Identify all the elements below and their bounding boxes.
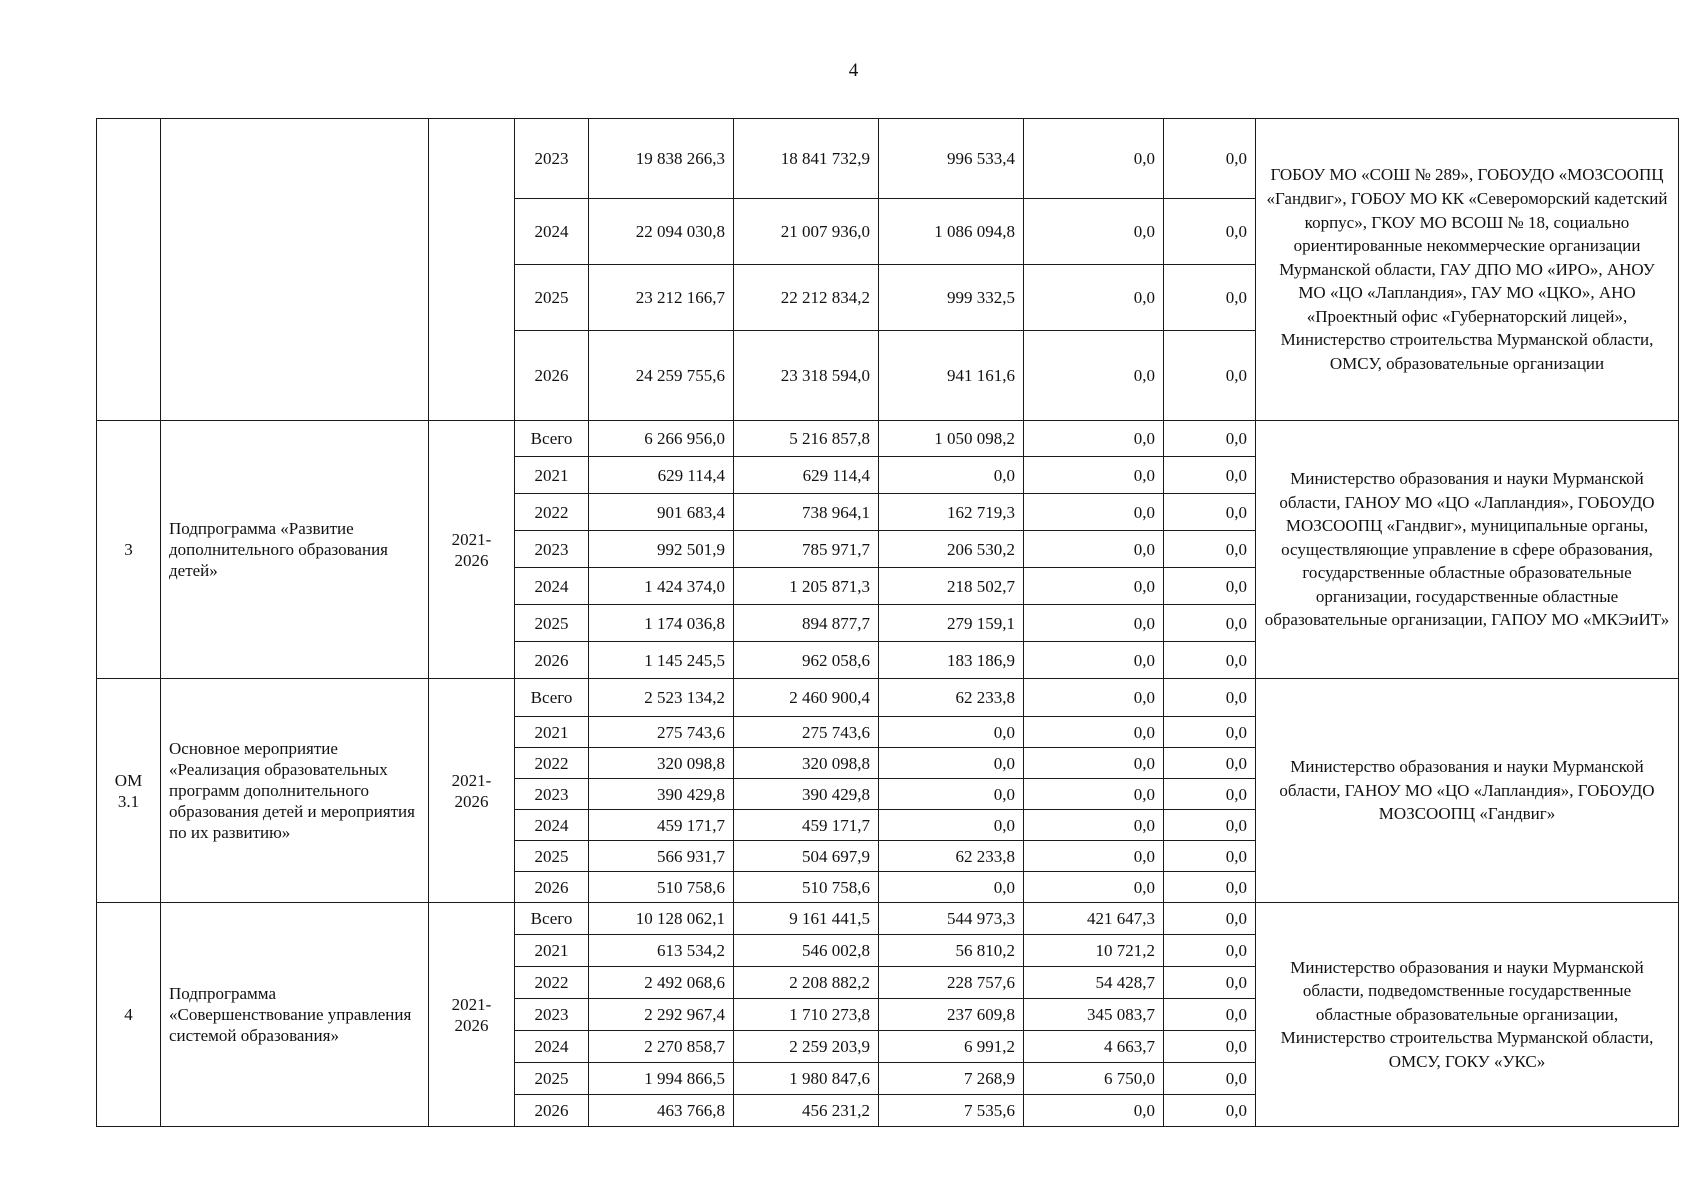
- cell-federal: 6 991,2: [879, 1031, 1024, 1063]
- cell-num: ОМ 3.1: [97, 679, 161, 903]
- cell-total: 24 259 755,6: [589, 331, 734, 421]
- cell-local: 6 750,0: [1024, 1063, 1164, 1095]
- cell-local: 0,0: [1024, 642, 1164, 679]
- cell-local: 0,0: [1024, 568, 1164, 605]
- cell-local: 0,0: [1024, 748, 1164, 779]
- cell-year: 2025: [515, 841, 589, 872]
- cell-other: 0,0: [1164, 1031, 1256, 1063]
- cell-regional: 2 208 882,2: [734, 967, 879, 999]
- cell-regional: 962 058,6: [734, 642, 879, 679]
- cell-total: 992 501,9: [589, 531, 734, 568]
- cell-federal: 1 086 094,8: [879, 199, 1024, 265]
- cell-total: 1 994 866,5: [589, 1063, 734, 1095]
- cell-federal: 0,0: [879, 457, 1024, 494]
- cell-regional: 18 841 732,9: [734, 119, 879, 199]
- cell-federal: 996 533,4: [879, 119, 1024, 199]
- funding-table: [96, 118, 1679, 1127]
- cell-executors: Министерство образования и науки Мурманской области, ГАНОУ МО «ЦО «Лапландия», ГОБОУДО МОЗСООПЦ «Гандвиг»: [1256, 679, 1679, 903]
- cell-name: [161, 119, 429, 421]
- cell-regional: 1 980 847,6: [734, 1063, 879, 1095]
- cell-other: 0,0: [1164, 841, 1256, 872]
- cell-total: 1 174 036,8: [589, 605, 734, 642]
- cell-year: 2024: [515, 1031, 589, 1063]
- cell-local: 0,0: [1024, 872, 1164, 903]
- cell-year: 2022: [515, 967, 589, 999]
- cell-regional: 390 429,8: [734, 779, 879, 810]
- cell-num: 3: [97, 421, 161, 679]
- cell-federal: 237 609,8: [879, 999, 1024, 1031]
- cell-regional: 546 002,8: [734, 935, 879, 967]
- cell-other: 0,0: [1164, 810, 1256, 841]
- cell-other: 0,0: [1164, 1063, 1256, 1095]
- cell-total: 275 743,6: [589, 717, 734, 748]
- cell-regional: 510 758,6: [734, 872, 879, 903]
- cell-year: 2024: [515, 568, 589, 605]
- cell-other: 0,0: [1164, 605, 1256, 642]
- cell-total: 320 098,8: [589, 748, 734, 779]
- cell-other: 0,0: [1164, 935, 1256, 967]
- cell-year: Всего: [515, 679, 589, 717]
- cell-other: 0,0: [1164, 779, 1256, 810]
- cell-total: 1 145 245,5: [589, 642, 734, 679]
- cell-other: 0,0: [1164, 967, 1256, 999]
- cell-local: 0,0: [1024, 421, 1164, 457]
- cell-num: [97, 119, 161, 421]
- cell-federal: 206 530,2: [879, 531, 1024, 568]
- cell-regional: 22 212 834,2: [734, 265, 879, 331]
- cell-year: 2026: [515, 872, 589, 903]
- cell-total: 901 683,4: [589, 494, 734, 531]
- cell-other: 0,0: [1164, 531, 1256, 568]
- cell-regional: 9 161 441,5: [734, 903, 879, 935]
- cell-year: 2026: [515, 642, 589, 679]
- cell-federal: 62 233,8: [879, 841, 1024, 872]
- cell-year: 2025: [515, 605, 589, 642]
- cell-local: 0,0: [1024, 810, 1164, 841]
- cell-local: 0,0: [1024, 841, 1164, 872]
- cell-local: 345 083,7: [1024, 999, 1164, 1031]
- cell-year: Всего: [515, 903, 589, 935]
- cell-federal: 0,0: [879, 717, 1024, 748]
- cell-federal: 183 186,9: [879, 642, 1024, 679]
- cell-local: 0,0: [1024, 199, 1164, 265]
- cell-federal: 544 973,3: [879, 903, 1024, 935]
- cell-total: 2 270 858,7: [589, 1031, 734, 1063]
- page-number: 4: [848, 60, 859, 81]
- cell-regional: 504 697,9: [734, 841, 879, 872]
- cell-period: 2021-2026: [429, 421, 515, 679]
- cell-other: 0,0: [1164, 903, 1256, 935]
- cell-local: 0,0: [1024, 119, 1164, 199]
- cell-regional: 1 710 273,8: [734, 999, 879, 1031]
- cell-federal: 0,0: [879, 810, 1024, 841]
- cell-local: 0,0: [1024, 717, 1164, 748]
- cell-year: 2021: [515, 457, 589, 494]
- cell-regional: 275 743,6: [734, 717, 879, 748]
- cell-federal: 62 233,8: [879, 679, 1024, 717]
- cell-total: 10 128 062,1: [589, 903, 734, 935]
- cell-period: [429, 119, 515, 421]
- cell-regional: 5 216 857,8: [734, 421, 879, 457]
- table-row: [97, 119, 1679, 199]
- cell-federal: 56 810,2: [879, 935, 1024, 967]
- cell-regional: 2 460 900,4: [734, 679, 879, 717]
- table-row: [97, 421, 1679, 457]
- cell-federal: 7 268,9: [879, 1063, 1024, 1095]
- cell-regional: 738 964,1: [734, 494, 879, 531]
- cell-other: 0,0: [1164, 679, 1256, 717]
- cell-federal: 1 050 098,2: [879, 421, 1024, 457]
- cell-total: 510 758,6: [589, 872, 734, 903]
- cell-other: 0,0: [1164, 999, 1256, 1031]
- cell-federal: 7 535,6: [879, 1095, 1024, 1127]
- cell-federal: 162 719,3: [879, 494, 1024, 531]
- cell-federal: 0,0: [879, 748, 1024, 779]
- cell-total: 613 534,2: [589, 935, 734, 967]
- cell-local: 0,0: [1024, 331, 1164, 421]
- cell-year: 2024: [515, 199, 589, 265]
- cell-year: 2024: [515, 810, 589, 841]
- cell-year: Всего: [515, 421, 589, 457]
- cell-period: 2021-2026: [429, 679, 515, 903]
- cell-local: 0,0: [1024, 457, 1164, 494]
- cell-regional: 894 877,7: [734, 605, 879, 642]
- cell-year: 2022: [515, 494, 589, 531]
- cell-federal: 228 757,6: [879, 967, 1024, 999]
- cell-other: 0,0: [1164, 1095, 1256, 1127]
- cell-year: 2025: [515, 265, 589, 331]
- cell-total: 2 523 134,2: [589, 679, 734, 717]
- cell-regional: 320 098,8: [734, 748, 879, 779]
- cell-regional: 629 114,4: [734, 457, 879, 494]
- cell-total: 390 429,8: [589, 779, 734, 810]
- cell-year: 2023: [515, 531, 589, 568]
- cell-executors: Министерство образования и науки Мурманской области, подведомственные государственные областные образовательные организации, Министерство строительства Мурманской области, ОМСУ, ГОКУ «УКС»: [1256, 903, 1679, 1127]
- cell-regional: 21 007 936,0: [734, 199, 879, 265]
- cell-regional: 1 205 871,3: [734, 568, 879, 605]
- cell-name: Подпрограмма «Совершенствование управления системой образования»: [161, 903, 429, 1127]
- cell-total: 23 212 166,7: [589, 265, 734, 331]
- cell-local: 0,0: [1024, 605, 1164, 642]
- cell-other: 0,0: [1164, 421, 1256, 457]
- cell-local: 4 663,7: [1024, 1031, 1164, 1063]
- cell-local: 10 721,2: [1024, 935, 1164, 967]
- cell-total: 6 266 956,0: [589, 421, 734, 457]
- cell-other: 0,0: [1164, 119, 1256, 199]
- cell-total: 22 094 030,8: [589, 199, 734, 265]
- cell-other: 0,0: [1164, 748, 1256, 779]
- cell-year: 2023: [515, 779, 589, 810]
- cell-local: 0,0: [1024, 779, 1164, 810]
- cell-federal: 279 159,1: [879, 605, 1024, 642]
- cell-year: 2026: [515, 1095, 589, 1127]
- cell-federal: 218 502,7: [879, 568, 1024, 605]
- cell-year: 2021: [515, 717, 589, 748]
- cell-name: Подпрограмма «Развитие дополнительного образования детей»: [161, 421, 429, 679]
- cell-regional: 456 231,2: [734, 1095, 879, 1127]
- cell-local: 421 647,3: [1024, 903, 1164, 935]
- cell-regional: 23 318 594,0: [734, 331, 879, 421]
- cell-other: 0,0: [1164, 717, 1256, 748]
- cell-total: 1 424 374,0: [589, 568, 734, 605]
- cell-other: 0,0: [1164, 568, 1256, 605]
- cell-year: 2023: [515, 119, 589, 199]
- cell-total: 459 171,7: [589, 810, 734, 841]
- cell-federal: 0,0: [879, 872, 1024, 903]
- cell-regional: 2 259 203,9: [734, 1031, 879, 1063]
- cell-year: 2025: [515, 1063, 589, 1095]
- cell-total: 566 931,7: [589, 841, 734, 872]
- cell-other: 0,0: [1164, 457, 1256, 494]
- cell-local: 0,0: [1024, 1095, 1164, 1127]
- cell-federal: 0,0: [879, 779, 1024, 810]
- cell-other: 0,0: [1164, 872, 1256, 903]
- cell-local: 0,0: [1024, 531, 1164, 568]
- cell-total: 463 766,8: [589, 1095, 734, 1127]
- table-row: [97, 903, 1679, 935]
- cell-total: 2 492 068,6: [589, 967, 734, 999]
- cell-name: Основное мероприятие «Реализация образовательных программ дополнительного образования детей и мероприятия по их развитию»: [161, 679, 429, 903]
- cell-period: 2021-2026: [429, 903, 515, 1127]
- cell-other: 0,0: [1164, 331, 1256, 421]
- cell-local: 0,0: [1024, 265, 1164, 331]
- cell-num: 4: [97, 903, 161, 1127]
- cell-local: 0,0: [1024, 679, 1164, 717]
- cell-regional: 785 971,7: [734, 531, 879, 568]
- cell-year: 2026: [515, 331, 589, 421]
- cell-federal: 999 332,5: [879, 265, 1024, 331]
- cell-local: 54 428,7: [1024, 967, 1164, 999]
- cell-other: 0,0: [1164, 199, 1256, 265]
- cell-regional: 459 171,7: [734, 810, 879, 841]
- cell-total: 629 114,4: [589, 457, 734, 494]
- cell-year: 2021: [515, 935, 589, 967]
- cell-federal: 941 161,6: [879, 331, 1024, 421]
- cell-year: 2022: [515, 748, 589, 779]
- cell-executors: ГОБОУ МО «СОШ № 289», ГОБОУДО «МОЗСООПЦ «Гандвиг», ГОБОУ МО КК «Североморский кадетский корпус», ГКОУ МО ВСОШ № 18, социально ориентированные некоммерческие организации Мурманской области, ГАУ ДПО МО «ИРО», АНОУ МО «ЦО «Лапландия», ГАУ МО «ЦКО», АНО «Проектный офис «Губернаторский лицей», Министерство строительства Мурманской области, ОМСУ, образовательные организации: [1256, 119, 1679, 421]
- funding-table-body: [97, 119, 1679, 1127]
- table-row: [97, 679, 1679, 717]
- cell-local: 0,0: [1024, 494, 1164, 531]
- cell-year: 2023: [515, 999, 589, 1031]
- cell-total: 2 292 967,4: [589, 999, 734, 1031]
- cell-executors: Министерство образования и науки Мурманской области, ГАНОУ МО «ЦО «Лапландия», ГОБОУДО МОЗСООПЦ «Гандвиг», муниципальные органы, осуществляющие управление в сфере образования, государственные областные образовательные организации, государственные областные образовательные организации, ГАПОУ МО «МКЭиИТ»: [1256, 421, 1679, 679]
- cell-total: 19 838 266,3: [589, 119, 734, 199]
- cell-other: 0,0: [1164, 494, 1256, 531]
- cell-other: 0,0: [1164, 265, 1256, 331]
- cell-other: 0,0: [1164, 642, 1256, 679]
